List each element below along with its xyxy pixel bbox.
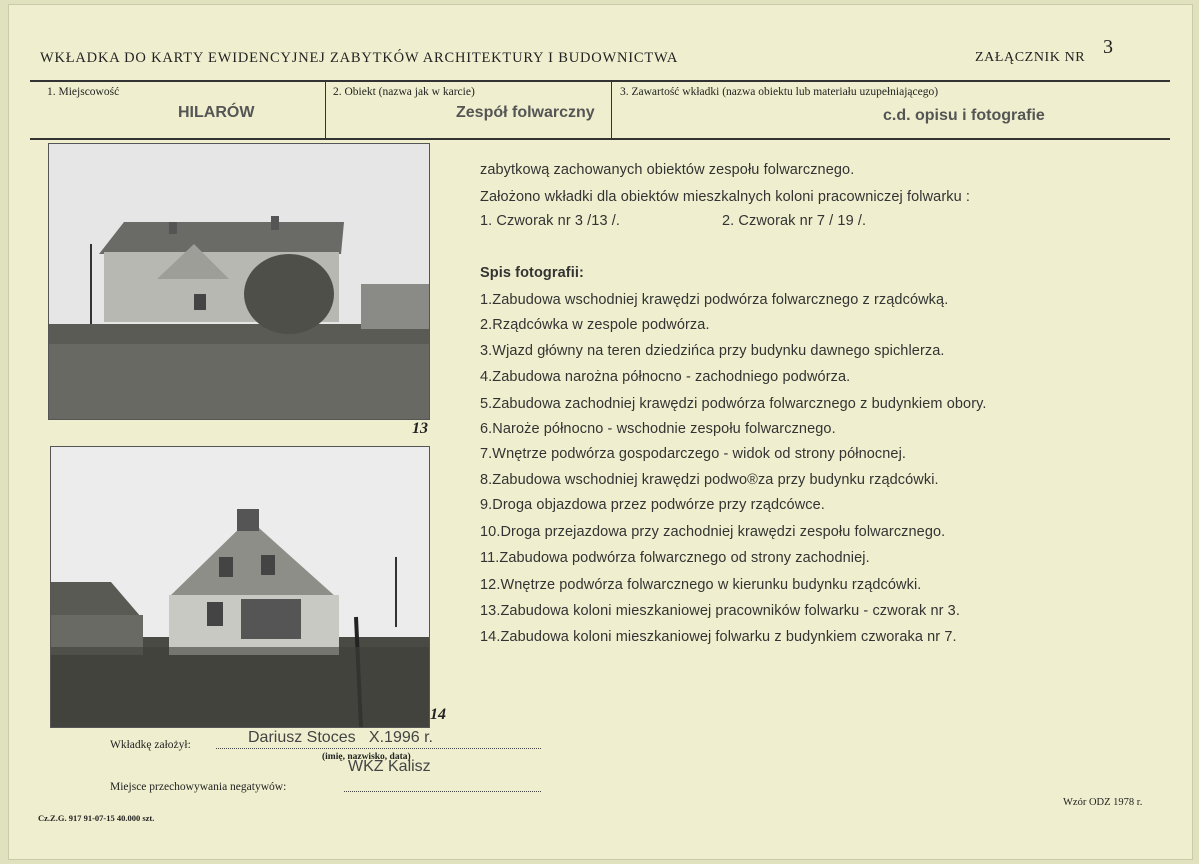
content-label: 3. Zawartość wkładki (nazwa obiektu lub materiału uzupełniającego) bbox=[620, 86, 939, 98]
photo-13-image bbox=[49, 144, 429, 419]
photo-14 bbox=[50, 446, 430, 728]
list-item: 7.Wnętrze podwórza gospodarczego - widok od strony północnej. bbox=[480, 446, 907, 462]
locality-value: HILARÓW bbox=[178, 104, 255, 121]
list-item: 8.Zabudowa wschodniej krawędzi podwo®za przy budynku rządcówki. bbox=[480, 472, 939, 488]
list-item: 9.Droga objazdowa przez podwórze przy rządcówce. bbox=[480, 497, 825, 513]
object-label: 2. Obiekt (nazwa jak w karcie) bbox=[333, 86, 475, 98]
photo-13 bbox=[48, 143, 430, 420]
body-line-3a: 1. Czworak nr 3 /13 /. bbox=[480, 213, 621, 229]
list-item: 10.Droga przejazdowa przy zachodniej krawędzi zespołu folwarcznego. bbox=[480, 524, 946, 540]
photo-list-heading: Spis fotografii: bbox=[480, 265, 584, 281]
list-item: 5.Zabudowa zachodniej krawędzi podwórza folwarcznego z budynkiem obory. bbox=[480, 396, 987, 412]
fields-bottom-rule bbox=[30, 138, 1170, 140]
list-item: 1.Zabudowa wschodniej krawędzi podwórza folwarcznego z rządcówką. bbox=[480, 292, 949, 308]
list-item: 12.Wnętrze podwórza folwarcznego w kierunku budynku rządcówki. bbox=[480, 577, 922, 593]
list-item: 14.Zabudowa koloni mieszkaniowej folwarku z budynkiem czworaka nr 7. bbox=[480, 629, 957, 645]
print-info: Cz.Z.G. 917 91-07-15 40.000 szt. bbox=[38, 813, 155, 823]
form-model: Wzór ODZ 1978 r. bbox=[1063, 797, 1143, 808]
body-line-2: Założono wkładki dla obiektów mieszkalnych koloni pracowniczej folwarku : bbox=[480, 189, 971, 205]
field-divider-1 bbox=[325, 82, 326, 138]
object-value: Zespół folwarczny bbox=[456, 104, 595, 121]
top-rule bbox=[30, 80, 1170, 82]
photo-13-number: 13 bbox=[412, 420, 428, 437]
locality-label: 1. Miejscowość bbox=[47, 86, 120, 98]
body-line-3b: 2. Czworak nr 7 / 19 /. bbox=[722, 213, 867, 229]
list-item: 6.Naroże północno - wschodnie zespołu folwarcznego. bbox=[480, 421, 836, 437]
storage-value: WKZ Kalisz bbox=[348, 758, 431, 775]
photo-14-number: 14 bbox=[430, 706, 446, 723]
created-by-hint: (imię, nazwisko, data) bbox=[322, 752, 411, 762]
content-value: c.d. opisu i fotografie bbox=[883, 107, 1045, 124]
list-item: 13.Zabudowa koloni mieszkaniowej pracowników folwarku - czworak nr 3. bbox=[480, 603, 960, 619]
storage-label: Miejsce przechowywania negatywów: bbox=[110, 781, 287, 793]
photo-14-image bbox=[51, 447, 429, 727]
annex-number: 3 bbox=[1103, 36, 1113, 58]
field-divider-2 bbox=[611, 82, 612, 138]
list-item: 2.Rządcówka w zespole podwórza. bbox=[480, 317, 710, 333]
document-title: WKŁADKA DO KARTY EWIDENCYJNEJ ZABYTKÓW ARCHITEKTURY I BUDOWNICTWA bbox=[40, 50, 679, 66]
annex-label: ZAŁĄCZNIK NR bbox=[975, 50, 1086, 65]
body-line-1: zabytkową zachowanych obiektów zespołu folwarcznego. bbox=[480, 162, 855, 178]
list-item: 11.Zabudowa podwórza folwarcznego od strony zachodniej. bbox=[480, 550, 870, 566]
created-by-line bbox=[216, 748, 541, 749]
list-item: 3.Wjazd główny na teren dziedzińca przy budynku dawnego spichlerza. bbox=[480, 343, 945, 359]
storage-line bbox=[344, 791, 541, 792]
created-by-value: Dariusz Stoces X.1996 r. bbox=[248, 729, 433, 746]
created-by-label: Wkładkę założył: bbox=[110, 739, 191, 751]
list-item: 4.Zabudowa narożna północno - zachodniego podwórza. bbox=[480, 369, 851, 385]
